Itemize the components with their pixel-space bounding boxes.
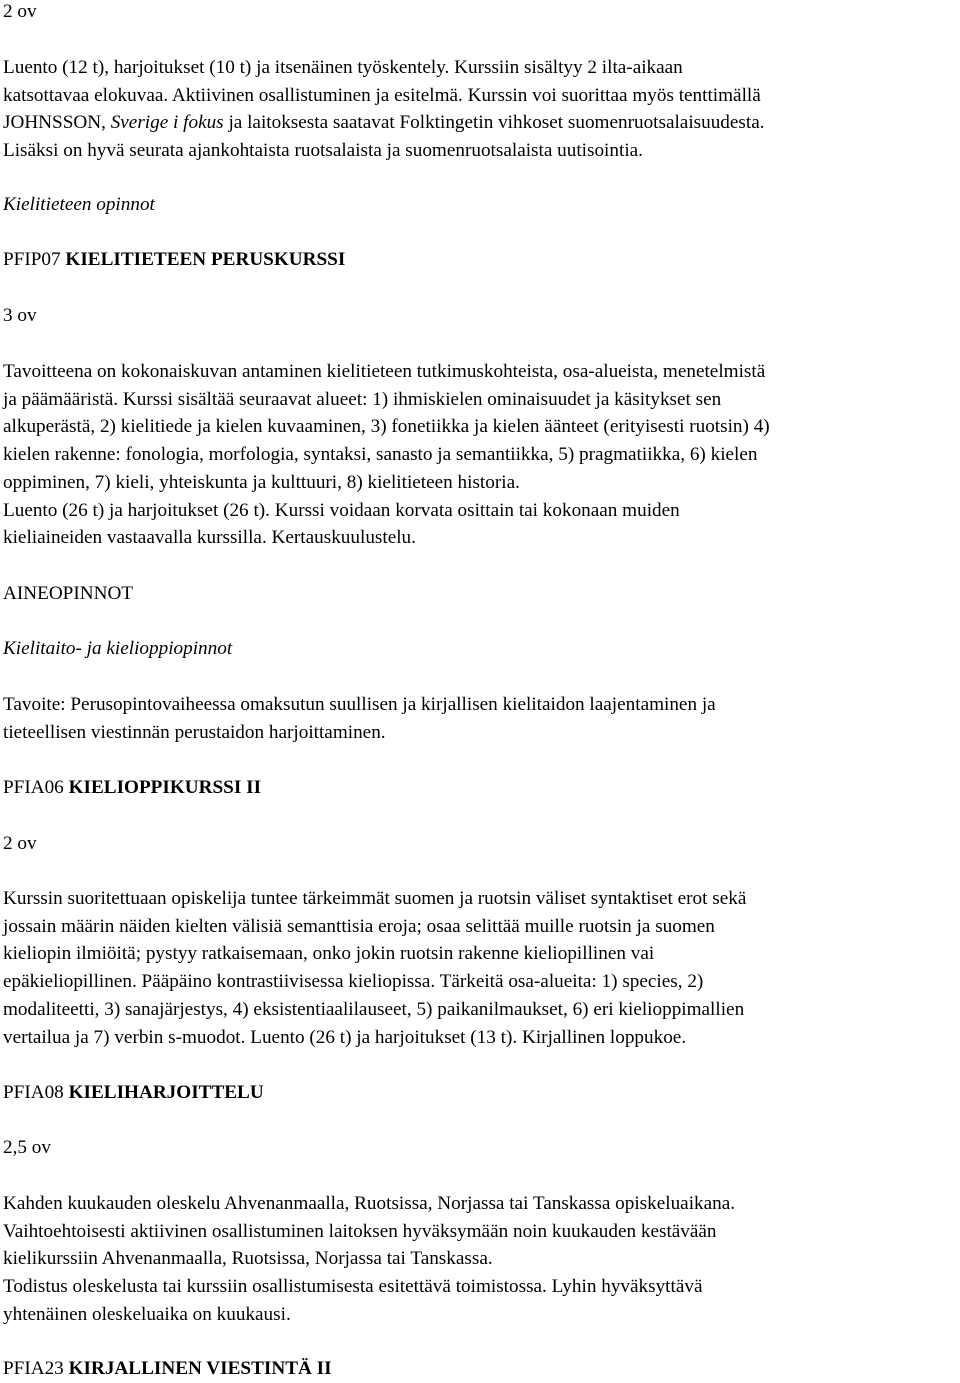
paragraph-line: kielen rakenne: fonologia, morfologia, syntaksi, sanasto ja semantiikka, 5) pragmatiikka, 6) kielen	[3, 444, 758, 466]
author-name: JOHNSSON,	[3, 112, 111, 134]
book-title: Sverige i fokus	[110, 112, 224, 134]
intro-paragraph	[3, 54, 957, 165]
course-code: PFIA08	[3, 1082, 69, 1103]
paragraph-line: oppiminen, 7) kieli, yhteiskunta ja kulttuuri, 8) kielitieteen historia.	[3, 471, 520, 493]
paragraph-line: Tavoitteena on kokonaiskuvan antaminen kielitieteen tutkimuskohteista, osa-alueista, menetelmistä	[3, 361, 766, 382]
course-heading-pfip07	[3, 246, 957, 274]
section-heading-kielitaito	[3, 635, 957, 663]
paragraph-line: Vaihtoehtoisesti aktiivinen osallistuminen laitoksen hyväksymään noin kuukauden kestävään	[3, 1220, 717, 1242]
paragraph-line: alkuperästä, 2) kielitiede ja kielen kuvaaminen, 3) fonetiikka ja kielen äänteet (erityisesti ruotsin) 4)	[3, 416, 770, 438]
course-description-pfip07	[3, 358, 957, 552]
paragraph-line: kielikurssiin Ahvenanmaalla, Ruotsissa, Norjassa tai Tanskassa.	[3, 1248, 493, 1270]
paragraph-line: yhtenäinen oleskeluaika on kuukausi.	[3, 1303, 291, 1325]
course-credits: 3 ov	[3, 305, 37, 326]
paragraph-line: katsottavaa elokuvaa. Aktiivinen osallistuminen ja esitelmä. Kurssin voi suorittaa myös tenttimällä	[3, 84, 761, 106]
paragraph-line: jossain määrin näiden kielten välisiä semanttisia eroja; osaa selittää muille ruotsin ja suomen	[3, 915, 715, 937]
course-title: KIELIHARJOITTELU	[68, 1082, 264, 1103]
paragraph-line: Kahden kuukauden oleskelu Ahvenanmaalla, Ruotsissa, Norjassa tai Tanskassa opiskeluaikana.	[3, 1193, 736, 1214]
course-title: KIELIOPPIKURSSI II	[68, 777, 262, 798]
paragraph-line: ja päämääristä. Kurssi sisältää seuraavat alueet: 1) ihmiskielen ominaisuudet ja käsitykset sen	[3, 388, 722, 410]
paragraph-line: modaliteetti, 3) sanajärjestys, 4) eksistentiaalilauseet, 5) paikanilmaukset, 6) eri kielioppimallien	[3, 998, 745, 1020]
course-heading-pfia08	[3, 1079, 957, 1107]
section-title: Kielitaito- ja kielioppiopinnot	[3, 638, 233, 659]
section-title: Kielitieteen opinnot	[3, 194, 155, 215]
course-code: PFIA23	[3, 1358, 69, 1379]
paragraph-line: kieliaineiden vastaavalla kurssilla. Kertauskuulustelu.	[3, 527, 416, 549]
section-heading-kielitiede	[3, 191, 957, 219]
paragraph-line: vertailua ja 7) verbin s-muodot. Luento (26 t) ja harjoitukset (13 t). Kirjallinen loppukoe.	[3, 1026, 687, 1048]
section-heading-aineopinnot: AINEOPINNOT	[3, 583, 134, 604]
paragraph-line: tieteellisen viestinnän perustaidon harjoittaminen.	[3, 721, 386, 743]
course-description-pfia08	[3, 1190, 957, 1329]
paragraph-line: Kurssin suoritettuaan opiskelija tuntee tärkeimmät suomen ja ruotsin väliset syntaktiset erot sekä	[3, 888, 747, 909]
course-title: KIRJALLINEN VIESTINTÄ II	[68, 1358, 332, 1379]
course-code: PFIP07	[3, 249, 66, 270]
paragraph-line: epäkieliopillinen. Pääpäino kontrastiivisessa kieliopissa. Tärkeitä osa-alueita: 1) species, 2)	[3, 971, 704, 993]
goal-paragraph	[3, 691, 957, 746]
paragraph-text: ja laitoksesta saatavat Folktingetin vihkoset suomenruotsalaisuudesta.	[223, 112, 765, 134]
course-code: PFIA06	[3, 777, 69, 798]
paragraph-line: Todistus oleskelusta tai kurssiin osallistumisesta esitettävä toimistossa. Lyhin hyväksyttävä	[3, 1276, 703, 1298]
course-credits: 2,5 ov	[3, 1137, 51, 1158]
course-title: KIELITIETEEN PERUSKURSSI	[65, 249, 346, 270]
course-description-pfia06	[3, 885, 957, 1051]
paragraph-line: Lisäksi on hyvä seurata ajankohtaista ruotsalaista ja suomenruotsalaista uutisointia.	[3, 140, 643, 162]
paragraph-line	[3, 109, 957, 137]
paragraph-line: Tavoite: Perusopintovaiheessa omaksutun suullisen ja kirjallisen kielitaidon laajentaminen ja	[3, 694, 716, 715]
paragraph-line: kieliopin ilmiöitä; pystyy ratkaisemaan, onko jokin ruotsin rakenne kieliopillinen vai	[3, 943, 655, 965]
course-heading-pfia06	[3, 774, 957, 802]
course-credits: 2 ov	[3, 833, 37, 854]
course-credits: 2 ov	[3, 1, 37, 22]
paragraph-line: Luento (26 t) ja harjoitukset (26 t). Kurssi voidaan korvata osittain tai kokonaan muiden	[3, 499, 680, 521]
paragraph-line: Luento (12 t), harjoitukset (10 t) ja itsenäinen työskentely. Kurssiin sisältyy 2 ilta-aikaan	[3, 57, 683, 78]
